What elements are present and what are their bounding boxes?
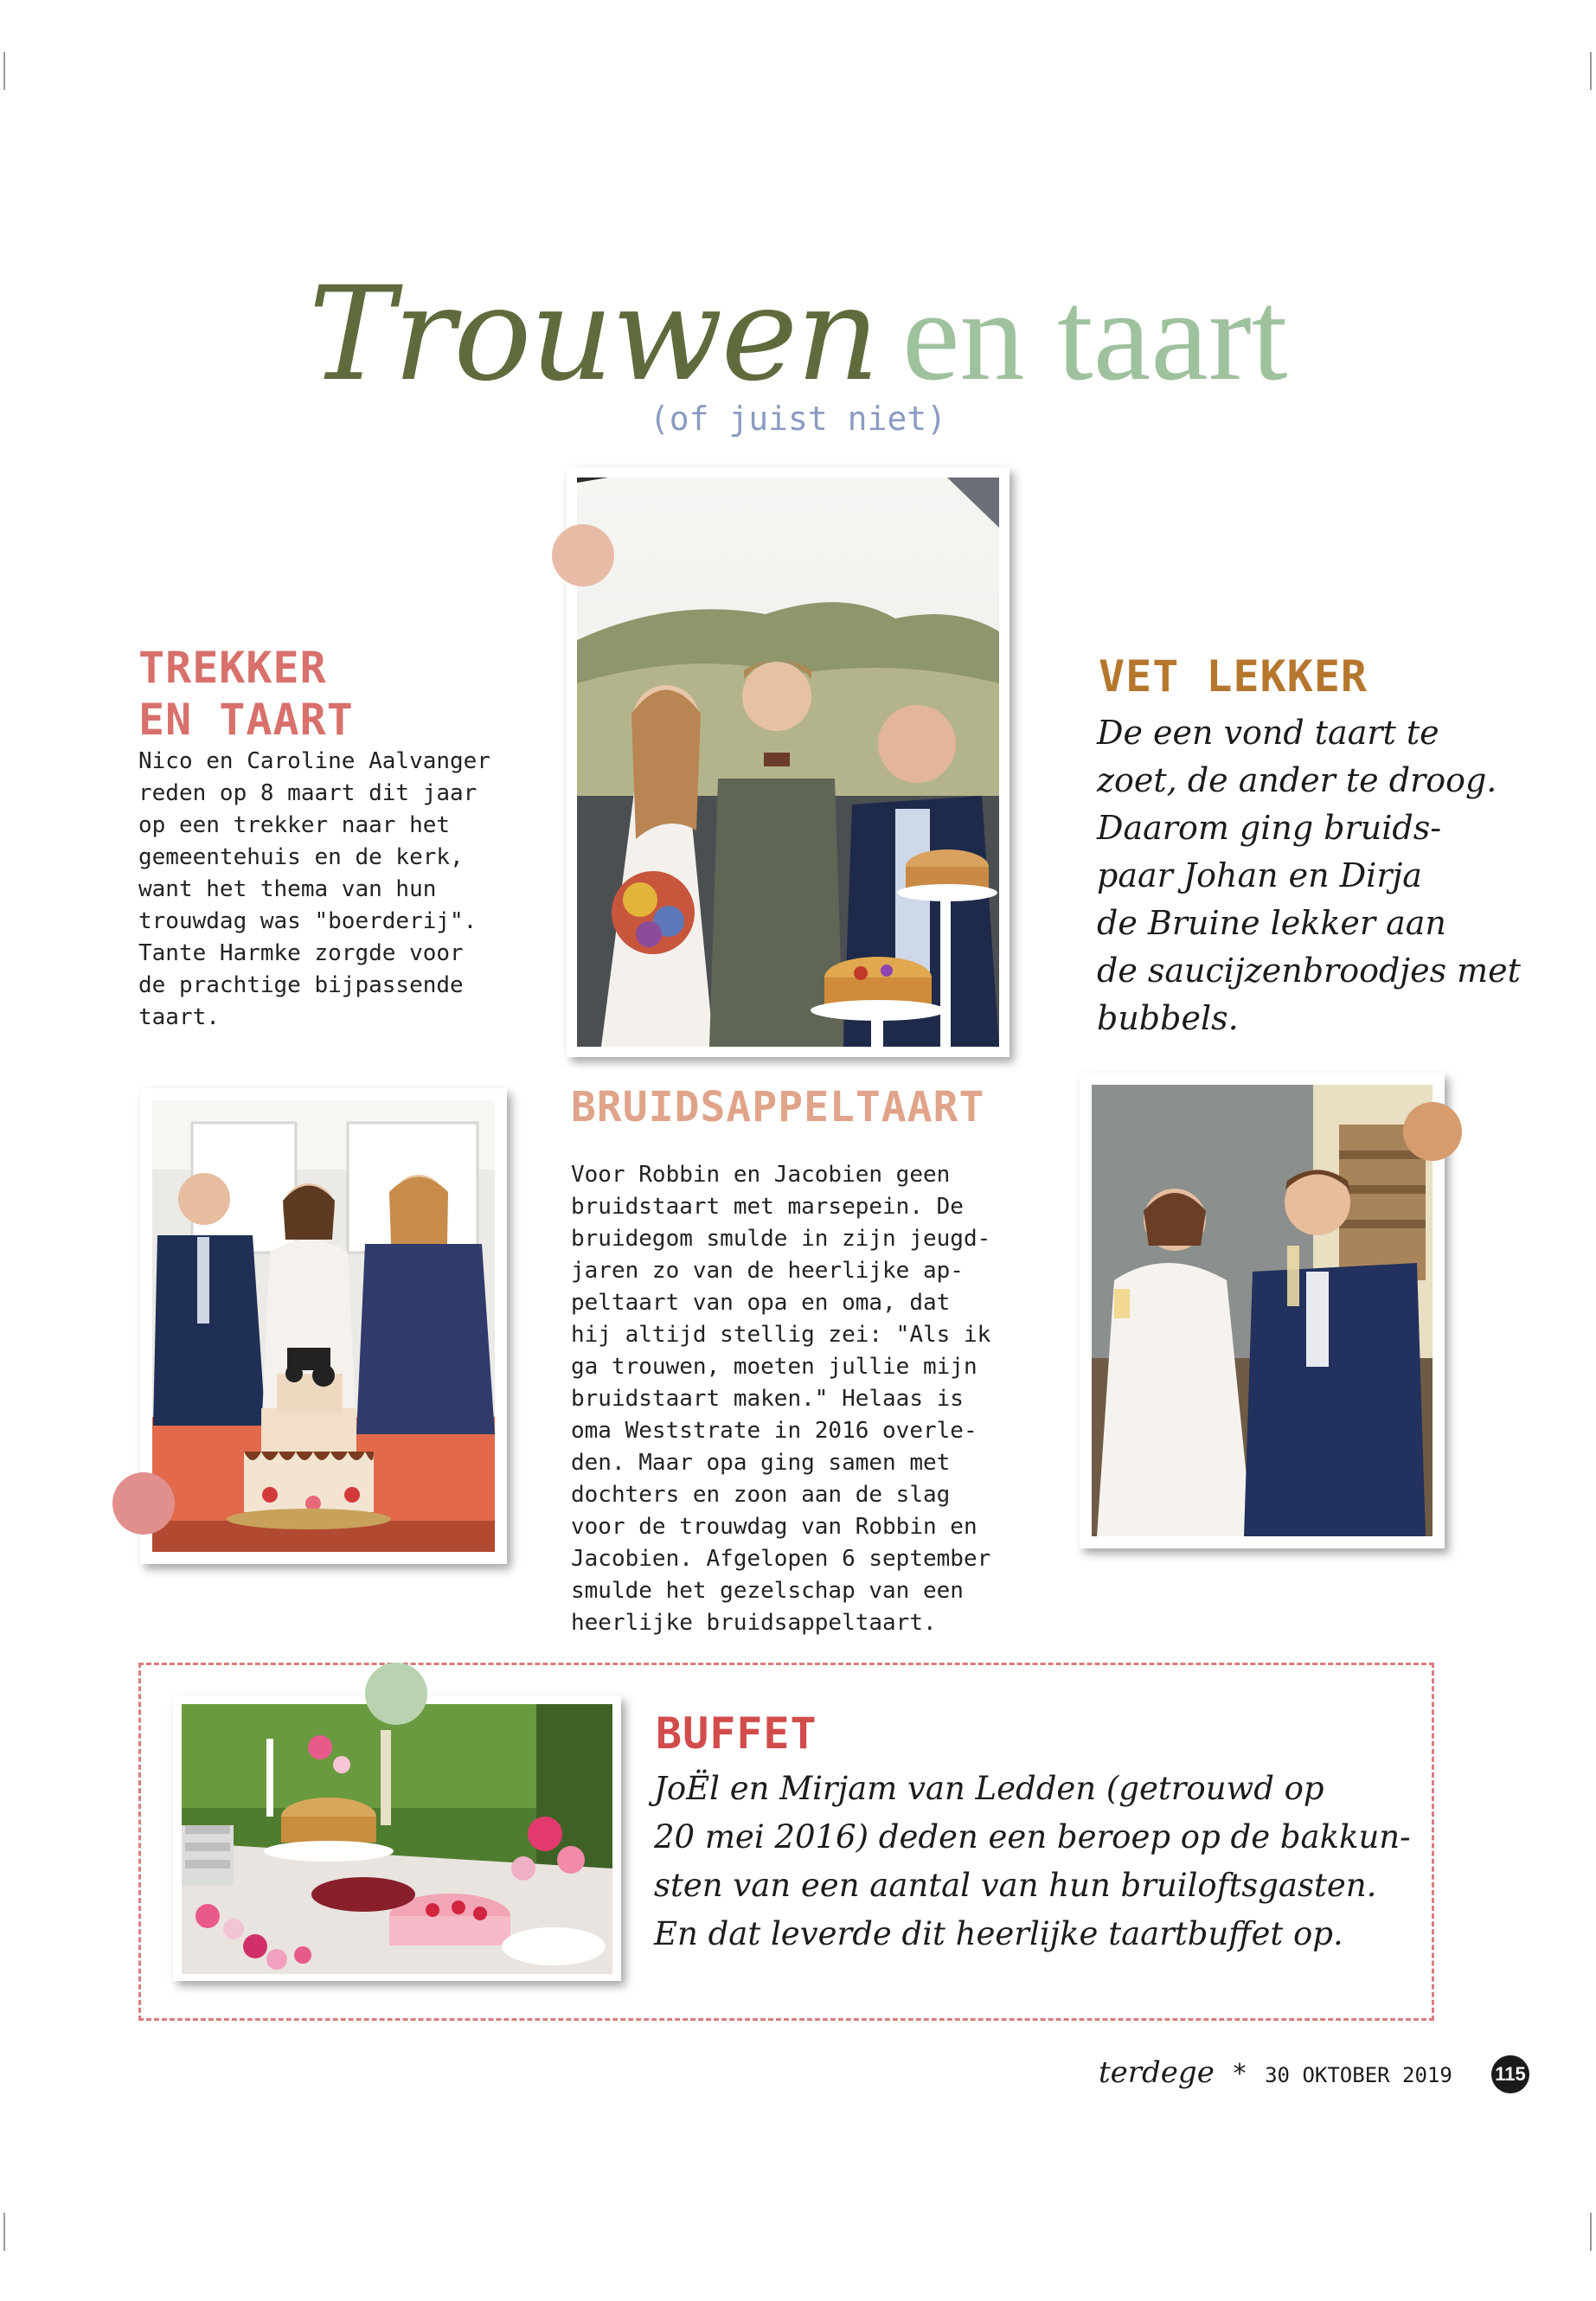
page-subtitle: (of juist niet) — [649, 400, 947, 438]
bruidsappeltaart-heading: BRUIDSAPPELTAART — [571, 1083, 985, 1131]
title-script: Trouwen — [308, 260, 878, 410]
page-title — [0, 260, 1596, 410]
decor-dot-orange — [1403, 1102, 1462, 1161]
photo-tractor-cake — [140, 1088, 507, 1564]
trekker-body: Nico en Caroline Aalvanger reden op 8 maart dit jaar op een trekker naar het gemeentehuis en de kerk, want het thema van hun trouwdag was "boerderij". Tante Harmke zorgde voor de prachtige bijpassende taart. — [138, 748, 490, 1030]
crop-mark — [3, 52, 5, 90]
decor-dot-peach — [552, 524, 614, 586]
buffet-body: JoËl en Mirjam van Ledden (getrouwd op 20 mei 2016) deden een beroep op de bakkun- sten van een aantal van hun bruiloftsgasten. En dat leverde dit heerlijke taartbuffet op. — [654, 1770, 1411, 1952]
vetlekker-body: De een vond taart te zoet, de ander te droog. Daarom ging bruids- paar Johan en Dirja de Bruine lekker aan de saucijzenbroodjes met bubbels. — [1097, 714, 1521, 1037]
footer-date: 30 OKTOBER 2019 — [1265, 2063, 1452, 2087]
decor-dot-pink — [112, 1472, 175, 1535]
page-number: 115 — [1491, 2055, 1529, 2093]
photo-cake-buffet — [173, 1695, 621, 1981]
footer-brand: terdege — [1099, 2055, 1215, 2090]
title-serif: en taart — [901, 264, 1288, 407]
photo-champagne-couple — [1080, 1073, 1445, 1548]
crop-mark — [1590, 2213, 1592, 2251]
buffet-heading: BUFFET — [656, 1708, 817, 1759]
bruidsappeltaart-body: Voor Robbin en Jacobien geen bruidstaart met marsepein. De bruidegom smulde in zijn jeugd- jaren zo van de heerlijke ap- peltaart van opa en oma, dat hij altijd stellig zei: "Als ik ga trouwen, moeten jullie mijn bruidstaart maken." Helaas is oma Weststrate in 2016 overle- den. Maar opa ging samen met dochters en zoon aan de slag voor de trouwdag van Robbin en Jacobien. Afgelopen 6 september smulde het gezelschap van een heerlijke bruidsappeltaart. — [571, 1162, 991, 1636]
crop-mark — [3, 2213, 5, 2251]
crop-mark — [1590, 52, 1592, 90]
page-footer — [1099, 2055, 1452, 2090]
footer-separator: * — [1233, 2059, 1247, 2089]
vetlekker-heading: VET LEKKER — [1099, 651, 1368, 702]
trekker-heading: TREKKER EN TAART — [138, 643, 354, 745]
photo-trekker-couple — [567, 467, 1010, 1057]
decor-dot-green — [365, 1663, 427, 1725]
